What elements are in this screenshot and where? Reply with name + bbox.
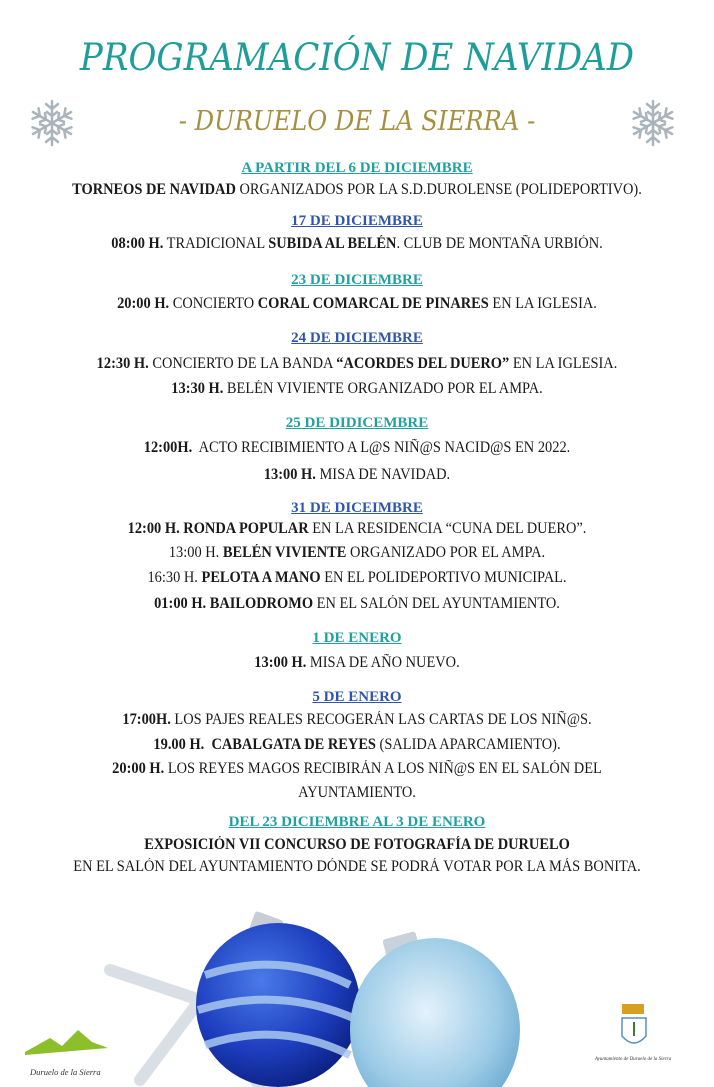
event-text: 20:00 H. [117,295,170,312]
event-text: EN EL SALÓN DEL AYUNTAMIENTO DÓNDE SE PODRÁ VOTAR POR LA MÁS BONITA. [73,858,641,875]
event-text: 01:00 H. BAILODROMO [154,595,314,612]
event-text: AYUNTAMIENTO. [298,784,416,801]
event-text: ORGANIZADOS POR LA S.D.DUROLENSE (POLIDEPORTIVO). [235,181,642,198]
event-text: 13:00 H. [263,466,316,483]
event-line [25,760,689,778]
event-line [25,355,689,373]
event-text: 16:30 H. [147,569,202,586]
svg-text:Ayuntamiento de Duruelo de la: Ayuntamiento de Duruelo de la Sierra [594,1057,672,1062]
svg-text:Duruelo de la Sierra: Duruelo de la Sierra [30,1067,101,1077]
event-line [25,544,689,562]
section-date: 25 DE DIDICEMBRE [285,415,429,431]
event-text: SUBIDA AL BELÉN [268,235,397,252]
event-line [25,235,689,253]
section-date: 31 DE DICEIMBRE [291,500,423,516]
event-line [25,295,689,313]
event-text: 13:30 H. [171,380,224,397]
event-text: . CLUB DE MONTAÑA URBIÓN. [396,235,603,252]
section-date: A PARTIR DEL 6 DE DICIEMBRE [241,160,473,176]
event-text: MISA DE NAVIDAD. [315,466,451,483]
snowflake-icon [27,98,77,148]
section-date: 24 DE DICIEMBRE [291,330,423,346]
christmas-ornament [0,880,714,1087]
page-subtitle: - DURUELO DE LA SIERRA - [178,106,536,137]
event-line [25,520,689,538]
event-line [25,784,689,802]
event-line [25,654,689,672]
event-line [25,380,689,398]
section-date: 1 DE ENERO [312,630,402,646]
event-line [25,439,689,457]
event-text: 12:00H. [143,439,193,456]
event-text: CONCIERTO DE LA BANDA [148,355,337,372]
event-line [25,595,689,613]
event-text: 20:00 H. [112,760,165,777]
event-text: ACTO RECIBIMIENTO A L@S NIÑ@S NACID@S EN 2022. [192,439,571,456]
event-text: MISA DE AÑO NUEVO. [306,654,460,671]
event-text: TRADICIONAL [163,235,269,252]
event-line [25,858,689,876]
event-line [25,711,689,729]
event-line [25,836,689,854]
event-text: 13:00 H. [254,654,307,671]
event-text: 12:30 H. [96,355,149,372]
event-text: EN EL SALÓN DEL AYUNTAMIENTO. [313,595,560,612]
event-text: 12:00 H. RONDA POPULAR [127,520,309,537]
event-text: TORNEOS DE NAVIDAD [72,181,236,198]
section-date: 5 DE ENERO [312,689,402,705]
event-line [25,466,689,484]
event-text: LOS REYES MAGOS RECIBIRÁN A LOS NIÑ@S EN EL SALÓN DEL [164,760,602,777]
event-text: PELOTA A MANO [201,569,321,586]
section-date: DEL 23 DICIEMBRE AL 3 DE ENERO [228,814,486,830]
section-date: 23 DE DICIEMBRE [291,272,423,288]
event-text: ORGANIZADO POR EL AMPA. [346,544,546,561]
event-text: EN LA IGLESIA. [488,295,597,312]
event-text: EN LA IGLESIA. [509,355,618,372]
section-date: 17 DE DICIEMBRE [291,213,423,229]
event-text: CORAL COMARCAL DE PINARES [257,295,489,312]
event-text: EXPOSICIÓN VII CONCURSO DE FOTOGRAFÍA DE DURUELO [144,836,570,853]
event-text: 08:00 H. [111,235,164,252]
event-text: BELÉN VIVIENTE ORGANIZADO POR EL AMPA. [223,380,543,397]
page-title: PROGRAMACIÓN DE NAVIDAD [79,36,635,79]
event-text: EN LA RESIDENCIA “CUNA DEL DUERO”. [308,520,587,537]
event-text: 19.00 H. CABALGATA DE REYES [153,736,376,753]
event-text: LOS PAJES REALES RECOGERÁN LAS CARTAS DE LOS NIÑ@S. [170,711,592,728]
event-text: CONCIERTO [169,295,258,312]
event-line [25,181,689,199]
duruelo-logo [25,1030,108,1077]
event-text: EN EL POLIDEPORTIVO MUNICIPAL. [320,569,567,586]
snowflake-icon [628,98,678,148]
event-text: “ACORDES DEL DUERO” [336,355,510,372]
event-line [25,736,689,754]
event-text: 17:00H. [122,711,171,728]
event-text: BELÉN VIVIENTE [222,544,347,561]
coat-of-arms [594,1004,672,1062]
event-text: 13:00 H. [168,544,223,561]
event-line [25,569,689,587]
event-text: (SALIDA APARCAMIENTO). [375,736,561,753]
